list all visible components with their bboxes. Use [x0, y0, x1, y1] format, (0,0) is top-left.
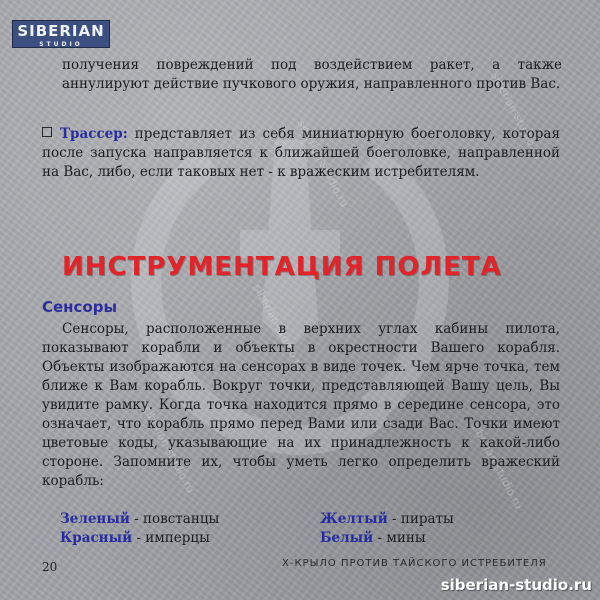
page-number: 20	[42, 560, 58, 574]
bullet-item-tracer	[42, 125, 560, 182]
color-meaning: - имперцы	[132, 530, 210, 546]
scan-watermark: siberian-studio.ru	[250, 282, 308, 374]
color-meaning: - мины	[373, 530, 426, 546]
color-code-item	[320, 510, 454, 529]
color-code-row	[60, 510, 530, 529]
running-footer: Х-КРЫЛО ПРОТИВ ТАЙСКОГО ИСТРЕБИТЕЛЯ	[282, 558, 547, 569]
logo-text: SIBERIAN	[17, 22, 105, 40]
color-name: Белый	[320, 530, 374, 546]
color-code-item	[320, 529, 426, 548]
term-tracer: Трассер:	[60, 126, 128, 142]
siberian-studio-logo	[12, 20, 110, 48]
color-name: Красный	[60, 530, 133, 546]
color-name: Желтый	[320, 511, 388, 527]
color-meaning: - повстанцы	[129, 511, 220, 527]
color-name: Зеленый	[60, 511, 130, 527]
color-code-row	[60, 529, 530, 548]
paragraph-sensors-text: Сенсоры, расположенные в верхних углах кабины пилота, показывают корабли и объекты в окрестности Вашего корабля. Объекты изображаются на сенсорах в виде точек. Чем ярче точка, тем ближе к Вам корабль. Вокруг точки, представляющей Вашу цель, Вы увидите рамку. Когда точка находится прямо в середине сенсора, это означает, что корабль прямо перед Вами или сзади Вас. Точки имеют цветовые коды, указывающие на их принадлежность к какой-либо стороне. Запомните их, чтобы уметь легко определить вражеский корабль:	[42, 321, 560, 489]
section-heading: ИНСТРУМЕНТАЦИЯ ПОЛЕТА	[62, 252, 502, 282]
logo-subtext: STUDIO	[39, 41, 83, 48]
scan-watermark: siberian-studio.ru	[294, 118, 352, 210]
bullet-text: представляет из себя миниатюрную боеголовку, которая после запуска направляется к ближайшей боеголовке, направленной на Вас, либо, если таковых нет - к вражеским истребителям.	[42, 126, 560, 180]
color-code-item	[60, 510, 219, 529]
scan-watermark: siberian-studio.ru	[468, 420, 526, 512]
site-url-watermark: siberian-studio.ru	[440, 576, 592, 594]
color-code-item	[60, 529, 210, 548]
scan-watermark: siberian-studio.ru	[140, 404, 198, 496]
paragraph-top: получения повреждений под воздействием ракет, а также аннулируют действие пучкового оружия, направленного против Вас.	[62, 57, 562, 92]
color-meaning: - пираты	[387, 511, 454, 527]
scan-watermark: siberian-studio.ru	[488, 70, 546, 162]
subheading-sensors: Сенсоры	[42, 298, 118, 316]
color-code-list	[60, 510, 530, 548]
checkbox-bullet-icon	[42, 127, 52, 137]
paragraph-sensors	[42, 320, 560, 491]
